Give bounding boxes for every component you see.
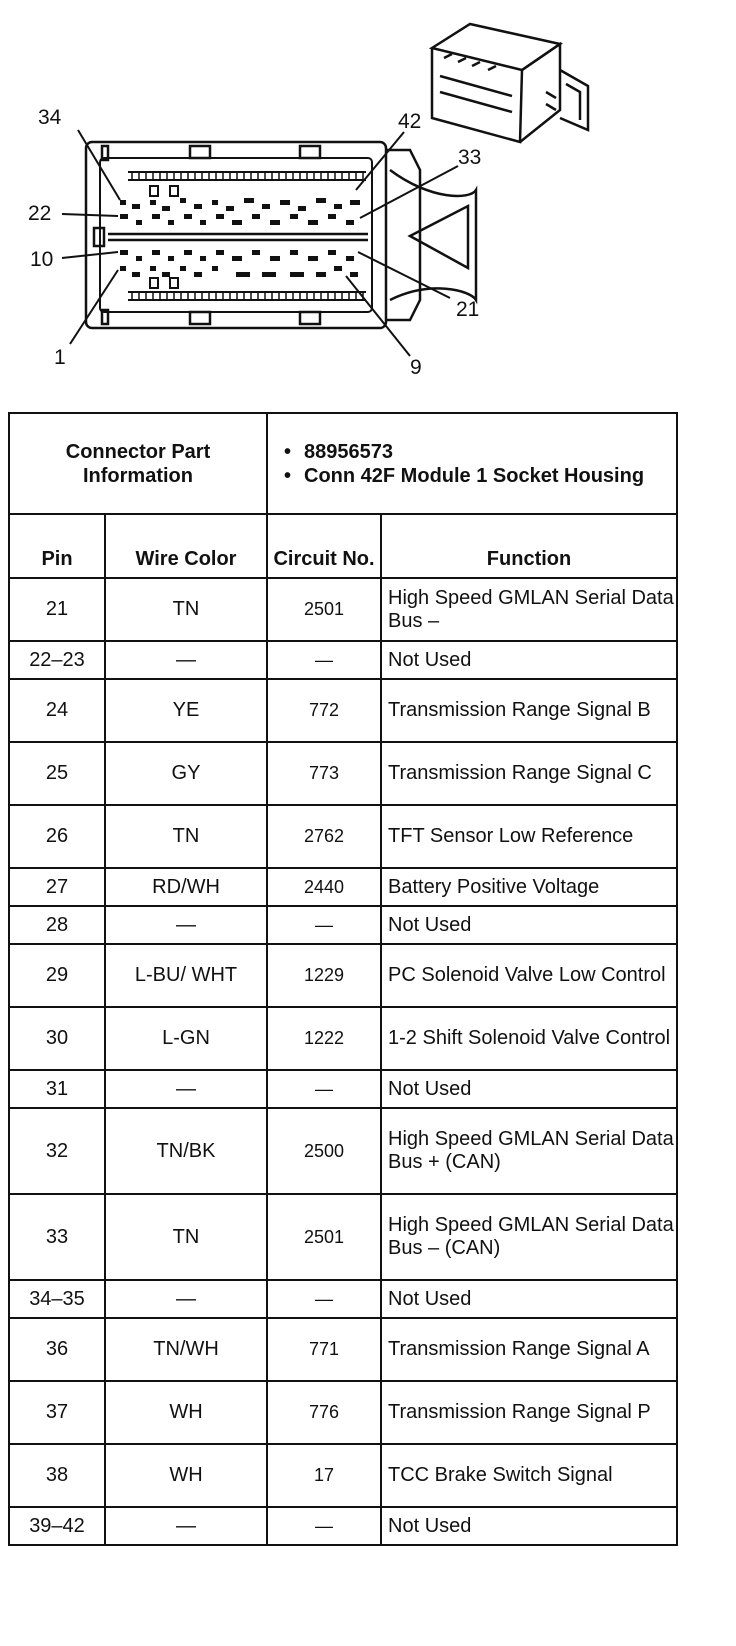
pin-comb [128, 172, 366, 300]
wire-color-cell: RD/WH [105, 868, 267, 906]
callout-10: 10 [30, 248, 54, 271]
pin-cell: 39–42 [9, 1507, 105, 1545]
pin-cell: 21 [9, 578, 105, 641]
pin-cell: 27 [9, 868, 105, 906]
circuit-no-cell: — [267, 641, 381, 679]
function-cell: Transmission Range Signal P [381, 1381, 677, 1444]
pin-cell: 26 [9, 805, 105, 868]
table-row [9, 906, 677, 944]
table-row [9, 1381, 677, 1444]
pin-cell: 33 [9, 1194, 105, 1280]
col-pin: Pin [9, 514, 105, 578]
table-row [9, 1070, 677, 1108]
pin-cell: 32 [9, 1108, 105, 1194]
callout-1: 1 [54, 346, 66, 369]
wire-color-cell: L-BU/ WHT [105, 944, 267, 1007]
housing-description: • Conn 42F Module 1 Socket Housing [278, 464, 668, 488]
pin-cell: 30 [9, 1007, 105, 1070]
wire-color-cell: YE [105, 679, 267, 742]
table-row [9, 1507, 677, 1545]
col-circuit-no: Circuit No. [267, 514, 381, 578]
pin-cell: 25 [9, 742, 105, 805]
function-cell: Not Used [381, 641, 677, 679]
function-cell: Not Used [381, 1070, 677, 1108]
function-cell: Not Used [381, 906, 677, 944]
pin-cell: 36 [9, 1318, 105, 1381]
column-header-row [9, 514, 677, 578]
function-cell: High Speed GMLAN Serial Data Bus – [381, 578, 677, 641]
circuit-no-cell: 1222 [267, 1007, 381, 1070]
circuit-no-cell: — [267, 1507, 381, 1545]
col-function: Function [381, 514, 677, 578]
function-cell: PC Solenoid Valve Low Control [381, 944, 677, 1007]
wire-color-cell: TN [105, 1194, 267, 1280]
table-row [9, 679, 677, 742]
pin-cell: 31 [9, 1070, 105, 1108]
wire-color-cell: — [105, 1070, 267, 1108]
callout-21: 21 [456, 298, 480, 321]
table-row [9, 1444, 677, 1507]
circuit-no-cell: — [267, 1280, 381, 1318]
circuit-no-cell: 2762 [267, 805, 381, 868]
connector-3d-icon [432, 24, 588, 142]
callout-34: 34 [38, 106, 62, 129]
table-row [9, 1318, 677, 1381]
table-row [9, 868, 677, 906]
wire-color-cell: TN [105, 805, 267, 868]
table-row [9, 1280, 677, 1318]
circuit-no-cell: 2501 [267, 1194, 381, 1280]
wire-color-cell: TN [105, 578, 267, 641]
part-info-list [267, 413, 677, 514]
function-cell: Transmission Range Signal A [381, 1318, 677, 1381]
pin-cell: 22–23 [9, 641, 105, 679]
circuit-no-cell: 2501 [267, 578, 381, 641]
circuit-no-cell: 776 [267, 1381, 381, 1444]
circuit-no-cell: 772 [267, 679, 381, 742]
wire-color-cell: — [105, 906, 267, 944]
circuit-no-cell: 2440 [267, 868, 381, 906]
pin-cell: 38 [9, 1444, 105, 1507]
table-row [9, 1194, 677, 1280]
callout-22: 22 [28, 202, 52, 225]
wire-color-cell: L-GN [105, 1007, 267, 1070]
function-cell: Not Used [381, 1507, 677, 1545]
circuit-no-cell: 1229 [267, 944, 381, 1007]
circuit-no-cell: 2500 [267, 1108, 381, 1194]
callout-42: 42 [398, 110, 422, 133]
circuit-no-cell: 771 [267, 1318, 381, 1381]
table-row [9, 742, 677, 805]
callout-9: 9 [410, 356, 422, 379]
wire-color-cell: — [105, 1280, 267, 1318]
table-row [9, 578, 677, 641]
leader-lines [62, 130, 458, 356]
function-cell: Not Used [381, 1280, 677, 1318]
wire-color-cell: GY [105, 742, 267, 805]
function-cell: Battery Positive Voltage [381, 868, 677, 906]
function-cell: 1-2 Shift Solenoid Valve Control [381, 1007, 677, 1070]
callout-33: 33 [458, 146, 482, 169]
table-row [9, 944, 677, 1007]
pin-cell: 37 [9, 1381, 105, 1444]
function-cell: Transmission Range Signal C [381, 742, 677, 805]
wire-color-cell: TN/WH [105, 1318, 267, 1381]
table-row [9, 641, 677, 679]
pin-cell: 28 [9, 906, 105, 944]
function-cell: High Speed GMLAN Serial Data Bus + (CAN) [381, 1108, 677, 1194]
pin-cell: 24 [9, 679, 105, 742]
circuit-no-cell: — [267, 1070, 381, 1108]
pin-cell: 29 [9, 944, 105, 1007]
wire-color-cell: TN/BK [105, 1108, 267, 1194]
function-cell: TFT Sensor Low Reference [381, 805, 677, 868]
function-cell: TCC Brake Switch Signal [381, 1444, 677, 1507]
comb-teeth [132, 172, 363, 300]
function-cell: Transmission Range Signal B [381, 679, 677, 742]
wire-color-cell: — [105, 641, 267, 679]
table-row [9, 1007, 677, 1070]
col-wire-color: Wire Color [105, 514, 267, 578]
part-number: • 88956573 [278, 440, 668, 464]
pin-cavities [120, 198, 360, 277]
connector-table [8, 412, 678, 1546]
circuit-no-cell: — [267, 906, 381, 944]
circuit-no-cell: 773 [267, 742, 381, 805]
wire-color-cell: — [105, 1507, 267, 1545]
pin-rows [9, 578, 677, 1545]
function-cell: High Speed GMLAN Serial Data Bus – (CAN) [381, 1194, 677, 1280]
table-row [9, 1108, 677, 1194]
wire-color-cell: WH [105, 1381, 267, 1444]
part-info-header [9, 413, 677, 514]
connector-part-info-label: Connector Part Information [9, 413, 267, 514]
circuit-no-cell: 17 [267, 1444, 381, 1507]
table-row [9, 805, 677, 868]
connector-diagram [0, 0, 736, 400]
wire-color-cell: WH [105, 1444, 267, 1507]
pin-cell: 34–35 [9, 1280, 105, 1318]
